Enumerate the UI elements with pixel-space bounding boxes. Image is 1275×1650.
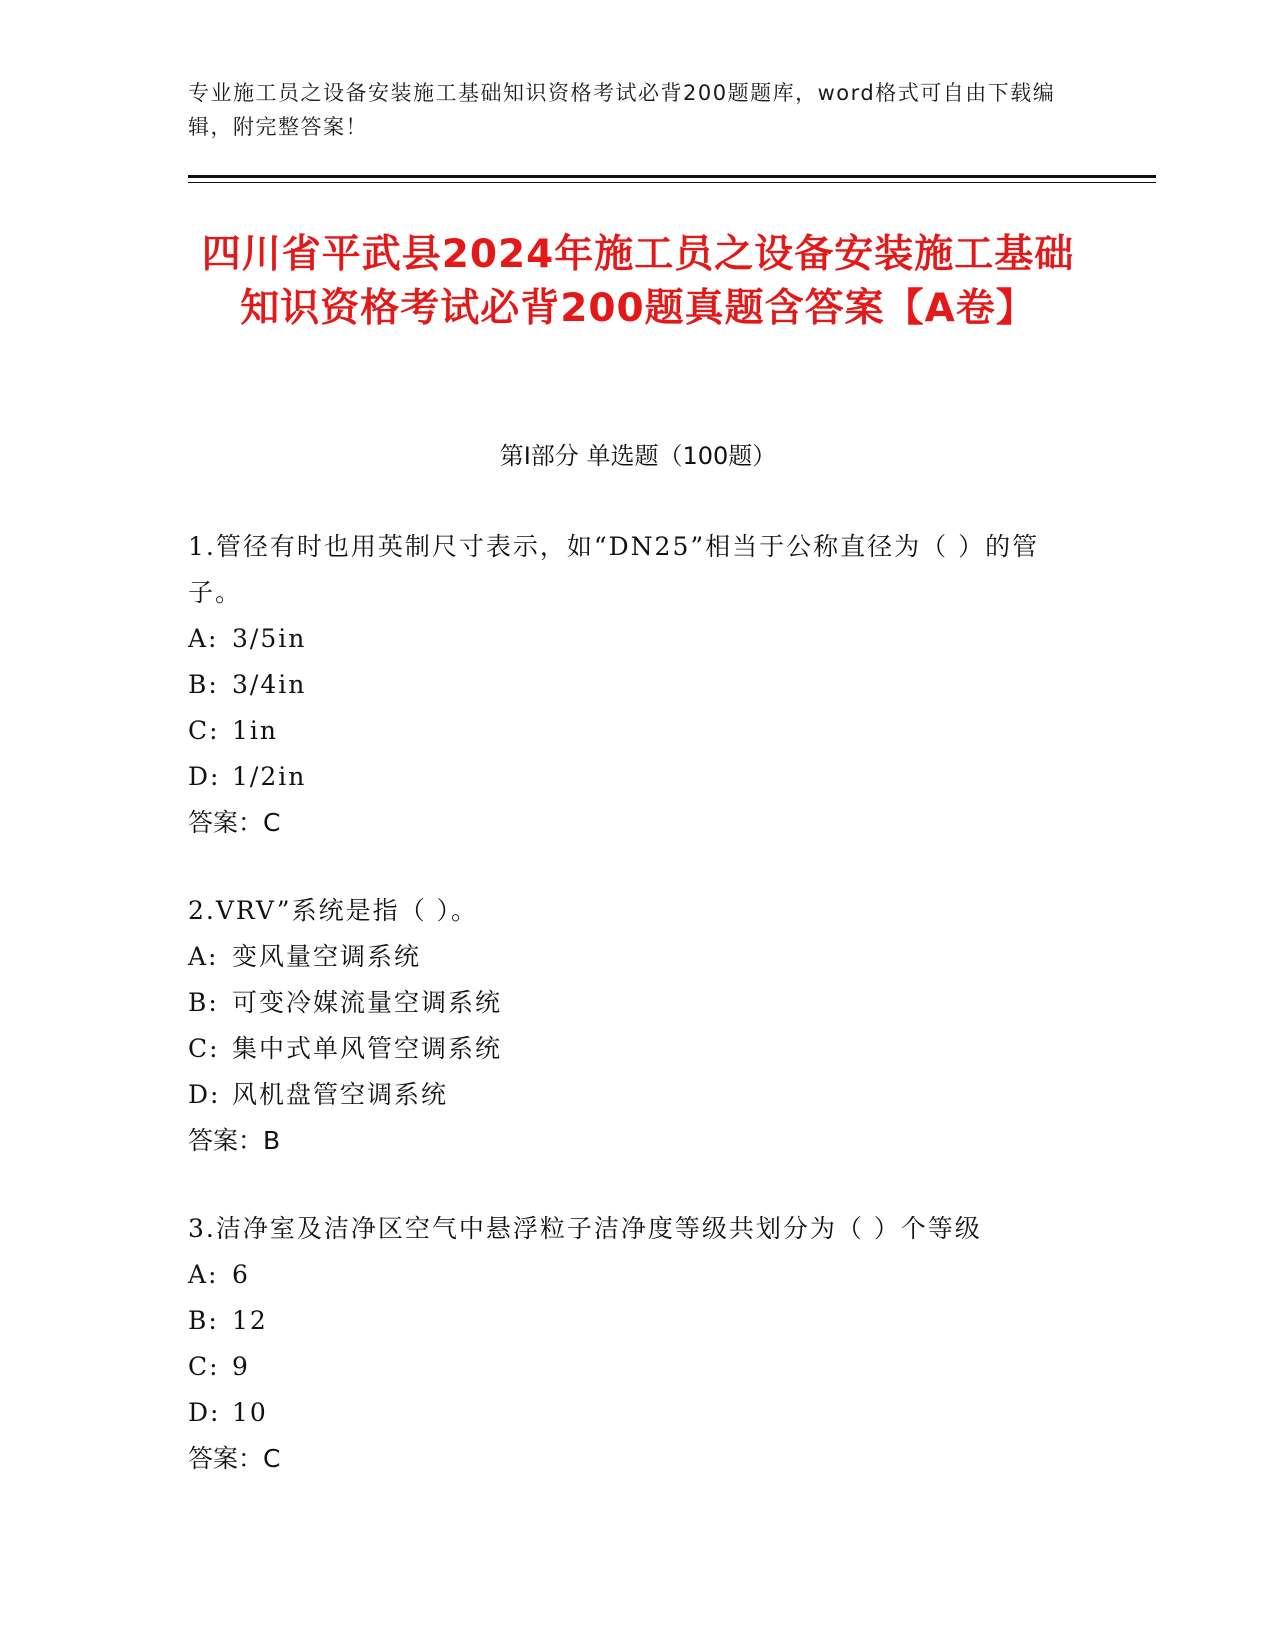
header-divider-thin (188, 182, 1156, 183)
question-stem: 3.洁净室及洁净区空气中悬浮粒子洁净度等级共划分为（ ）个等级 (188, 1214, 982, 1243)
option-text: 6 (232, 1260, 250, 1289)
option-key: A: (188, 1260, 219, 1289)
option-key: C: (188, 1352, 220, 1381)
option-text: 9 (232, 1352, 250, 1381)
option-key: D: (188, 1080, 221, 1109)
option-key: A: (188, 624, 219, 653)
option-key: B: (188, 670, 219, 699)
option-key: A: (188, 942, 219, 971)
option-c (188, 1344, 1088, 1390)
option-c (188, 1026, 1088, 1072)
option-key: B: (188, 988, 219, 1017)
question-1 (188, 524, 1088, 846)
option-key: C: (188, 716, 220, 745)
option-b (188, 980, 1088, 1026)
option-key: C: (188, 1034, 220, 1063)
option-a (188, 616, 1088, 662)
document-title: 四川省平武县2024年施工员之设备安装施工基础知识资格考试必背200题真题含答案【A卷】 (201, 232, 1075, 331)
answer: 答案：C (188, 1444, 281, 1473)
header-note: 专业施工员之设备安装施工基础知识资格考试必背200题题库，word格式可自由下载编辑，附完整答案！ (188, 81, 1056, 139)
header-divider-thick (188, 175, 1156, 178)
question-stem: 2.VRV”系统是指（ ）。 (188, 896, 479, 925)
option-b (188, 662, 1088, 708)
question-2 (188, 888, 1088, 1164)
question-3 (188, 1206, 1088, 1482)
question-stem: 1.管径有时也用英制尺寸表示，如“DN25”相当于公称直径为（ ）的管子。 (188, 532, 1040, 607)
option-a (188, 934, 1088, 980)
option-text: 变风量空调系统 (232, 942, 422, 971)
option-text: 3/5in (232, 624, 307, 653)
option-text: 12 (232, 1306, 268, 1335)
answer: 答案：B (188, 1126, 281, 1155)
option-key: D: (188, 762, 221, 791)
option-text: 3/4in (232, 670, 307, 699)
option-c (188, 708, 1088, 754)
option-key: B: (188, 1306, 219, 1335)
option-b (188, 1298, 1088, 1344)
option-text: 集中式单风管空调系统 (232, 1034, 503, 1063)
option-d (188, 1390, 1088, 1436)
option-key: D: (188, 1398, 221, 1427)
option-d (188, 754, 1088, 800)
option-a (188, 1252, 1088, 1298)
option-text: 1/2in (232, 762, 307, 791)
section-title: 第Ⅰ部分 单选题（100题） (499, 442, 777, 470)
answer: 答案：C (188, 808, 281, 837)
option-text: 可变冷媒流量空调系统 (232, 988, 503, 1017)
option-text: 风机盘管空调系统 (232, 1080, 449, 1109)
option-text: 10 (232, 1398, 268, 1427)
option-text: 1in (232, 716, 279, 745)
option-d (188, 1072, 1088, 1118)
